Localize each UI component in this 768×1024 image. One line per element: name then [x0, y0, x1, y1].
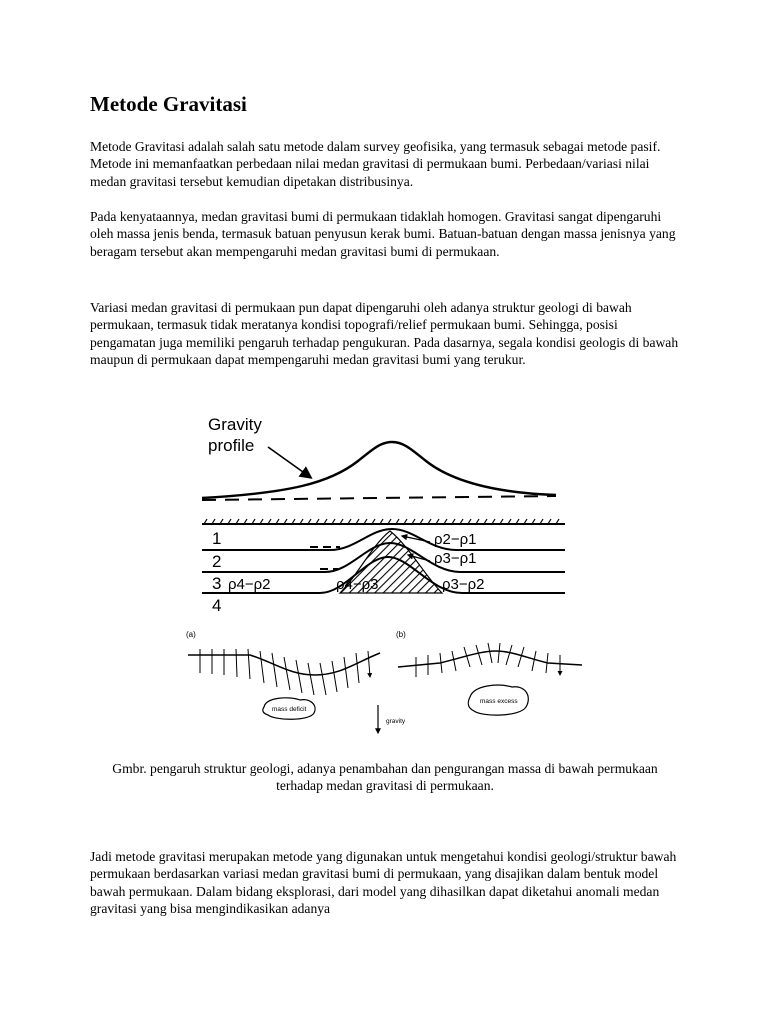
mass-excess-label: mass excess	[480, 698, 518, 705]
profile-baseline	[202, 496, 556, 500]
density-label-center: ρ4−ρ3	[336, 576, 379, 593]
density-label-mid: ρ3−ρ1	[434, 550, 477, 567]
panel-b-label: (b)	[396, 630, 406, 639]
panel-a-surface	[188, 653, 380, 675]
profile-label-gravity: Gravity	[208, 415, 262, 434]
gravity-diagram	[180, 405, 600, 745]
page-title: Metode Gravitasi	[90, 92, 247, 116]
layer-number-3: 3	[212, 574, 222, 593]
figure-caption: Gmbr. pengaruh struktur geologi, adanya penambahan dan pengurangan massa di bawah permukaan terhadap medan gravitasi di permukaan.	[112, 761, 658, 794]
density-label-left: ρ4−ρ2	[228, 576, 271, 593]
density-label-top: ρ2−ρ1	[434, 531, 477, 548]
density-label-right: ρ3−ρ2	[442, 576, 485, 593]
paragraph-4: Jadi metode gravitasi merupakan metode yang digunakan untuk mengetahui kondisi geologi/struktur bawah permukaan berdasarkan variasi medan gravitasi bumi di permukaan, yang disajikan dalam bentuk model bawah permukaan. Dalam bidang eksplorasi, dari model yang dihasilkan dapat diketahui anomali medan gravitasi yang bisa mengindikasikan adanya	[90, 849, 677, 917]
mass-deficit-label: mass deficit	[272, 706, 307, 713]
gravity-label: gravity	[386, 718, 406, 725]
paragraph-1: Metode Gravitasi adalah salah satu metode dalam survey geofisika, yang termasuk sebagai metode pasif. Metode ini memanfaatkan perbedaan nilai medan gravitasi di permukaan bumi. Perbedaan/variasi nilai medan gravitasi tersebut kemudian dipetakan distribusinya.	[90, 139, 661, 189]
layer-number-4: 4	[212, 596, 222, 615]
profile-pointer-arrow	[268, 447, 310, 477]
profile-label-profile: profile	[208, 436, 255, 455]
gravity-profile-curve	[202, 442, 556, 498]
paragraph-2: Pada kenyataannya, medan gravitasi bumi di permukaan tidaklah homogen. Gravitasi sangat dipengaruhi oleh massa jenis benda, termasuk batuan penyusun kerak bumi. Batuan-batuan dengan massa jenisnya yang beragam tersebut akan mempengaruhi medan gravitasi bumi di permukaan.	[90, 209, 676, 259]
panel-a-gravity-vectors	[200, 649, 370, 695]
panel-a-label: (a)	[186, 630, 196, 639]
layer-number-2: 2	[212, 552, 222, 571]
gravity-figure	[180, 405, 600, 745]
layer-number-1: 1	[212, 529, 222, 548]
paragraph-3: Variasi medan gravitasi di permukaan pun dapat dipengaruhi oleh adanya struktur geologi di bawah permukaan, termasuk tidak meratanya kondisi topografi/relief permukaan bumi. Sehingga, posisi pengamatan juga memiliki pengaruh terhadap pengukuran. Pada dasarnya, segala kondisi geologis di bawah maupun di permukaan dapat mempengaruhi medan gravitasi bumi yang terukur.	[90, 300, 679, 368]
